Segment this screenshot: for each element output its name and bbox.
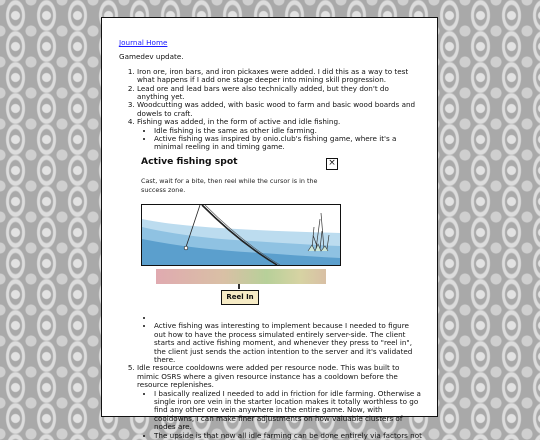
list-item: 3. Woodcutting was added, with basic wood to farm and basic wood boards and dowels to craft. <box>137 101 422 118</box>
fishing-sublist <box>137 127 422 152</box>
cooldown-sublist <box>137 390 422 440</box>
widget-title: Active fishing spot <box>141 155 238 167</box>
sublist-item: • Active fishing was interesting to implement because I needed to figure out how to have the process simulated entirely server-side. The client starts and active fishing moment, and whenever they press to "reel in", the client just sends the action intention to the server and it's validated there. <box>154 322 422 364</box>
list-item-fishing <box>137 118 422 364</box>
journal-home-link[interactable]: Journal Home <box>119 38 168 47</box>
list-item: 2. Lead ore and lead bars were also technically added, but they don't do anything yet. <box>137 85 422 102</box>
journal-content <box>102 18 437 440</box>
sublist-item: • Idle fishing is the same as other idle farming. <box>154 127 422 135</box>
fishing-scene <box>141 204 341 266</box>
update-list <box>119 68 422 440</box>
fishing-sublist-after <box>137 314 422 364</box>
widget-description: Cast, wait for a bite, then reel while the cursor is in the success zone. <box>141 176 318 195</box>
sublist-item: • I basically realized I needed to add in friction for idle farming. Otherwise a single iron ore vein in the starter location makes it totally worthless to go find any other ore vein anywhere in the entire game. Now, with cooldowns, I can make finer adjustments on how valuable clusters of nodes are. <box>154 390 422 432</box>
list-item-text: Fishing was added, in the form of active and idle fishing. <box>137 117 341 127</box>
list-item: 1. Iron ore, iron bars, and iron pickaxes were added. I did this as a way to test what happens if I add one stage deeper into mining skill progression. <box>137 68 422 85</box>
intro-text: Gamedev update. <box>119 52 184 62</box>
reel-cursor <box>238 284 240 289</box>
bobber <box>184 246 188 250</box>
sublist-item: • Active fishing was inspired by onio.club's fishing game, where it's a minimal reeling in and timing game. <box>154 135 422 152</box>
journal-page <box>101 17 438 440</box>
reel-in-button[interactable]: Reel In <box>221 290 259 305</box>
sublist-item: • The upside is that now all idle farming can be done entirely via factors not <box>154 432 422 440</box>
close-icon: × <box>328 158 336 169</box>
fishing-scene-art <box>142 205 340 265</box>
close-button[interactable] <box>326 158 338 170</box>
active-fishing-widget <box>125 154 422 314</box>
list-item-cooldowns <box>137 364 422 440</box>
list-item-text: Idle resource cooldowns were added per resource node. This was built to mimic OSRS where a given resource instance has a cooldown before the resource replenishes. <box>137 363 400 390</box>
reel-meter <box>156 269 326 284</box>
